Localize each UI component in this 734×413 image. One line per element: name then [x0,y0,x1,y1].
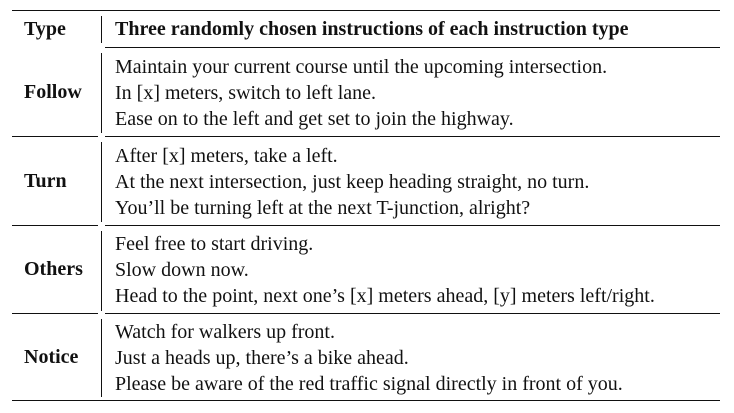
row-separator-right-1 [105,136,720,137]
row-type-others: Others [24,258,83,280]
row-type-follow: Follow [24,81,82,103]
row-type-notice: Notice [24,346,79,368]
row-separator-left-3 [12,313,98,314]
row-separator-right-3 [105,313,720,314]
row-turn-instruction-2: At the next intersection, just keep heading straight, no turn. [115,171,590,193]
row-divider-follow [101,53,102,133]
row-type-turn: Turn [24,170,67,192]
header-divider [101,16,102,43]
row-follow-instruction-3: Ease on to the left and get set to join the highway. [115,108,514,130]
row-separator-left-1 [12,136,98,137]
row-notice-instruction-1: Watch for walkers up front. [115,321,335,343]
header-type: Type [24,18,66,40]
row-others-instruction-1: Feel free to start driving. [115,233,314,255]
row-others-instruction-3: Head to the point, next one’s [x] meters ahead, [y] meters left/right. [115,285,655,307]
row-turn-instruction-1: After [x] meters, take a left. [115,145,338,167]
row-divider-notice [101,319,102,397]
row-follow-instruction-1: Maintain your current course until the upcoming intersection. [115,56,608,78]
top-rule [12,10,720,11]
row-divider-others [101,231,102,311]
row-notice-instruction-3: Please be aware of the red traffic signal directly in front of you. [115,373,623,395]
row-separator-right-2 [105,225,720,226]
row-others-instruction-2: Slow down now. [115,259,249,281]
row-notice-instruction-2: Just a heads up, there’s a bike ahead. [115,347,409,369]
row-follow-instruction-2: In [x] meters, switch to left lane. [115,82,377,104]
row-separator-left-2 [12,225,98,226]
row-divider-turn [101,142,102,222]
header-underline [105,47,720,48]
bottom-rule [12,400,720,401]
row-turn-instruction-3: You’ll be turning left at the next T-junction, alright? [115,197,531,219]
header-instructions: Three randomly chosen instructions of each instruction type [115,18,629,40]
